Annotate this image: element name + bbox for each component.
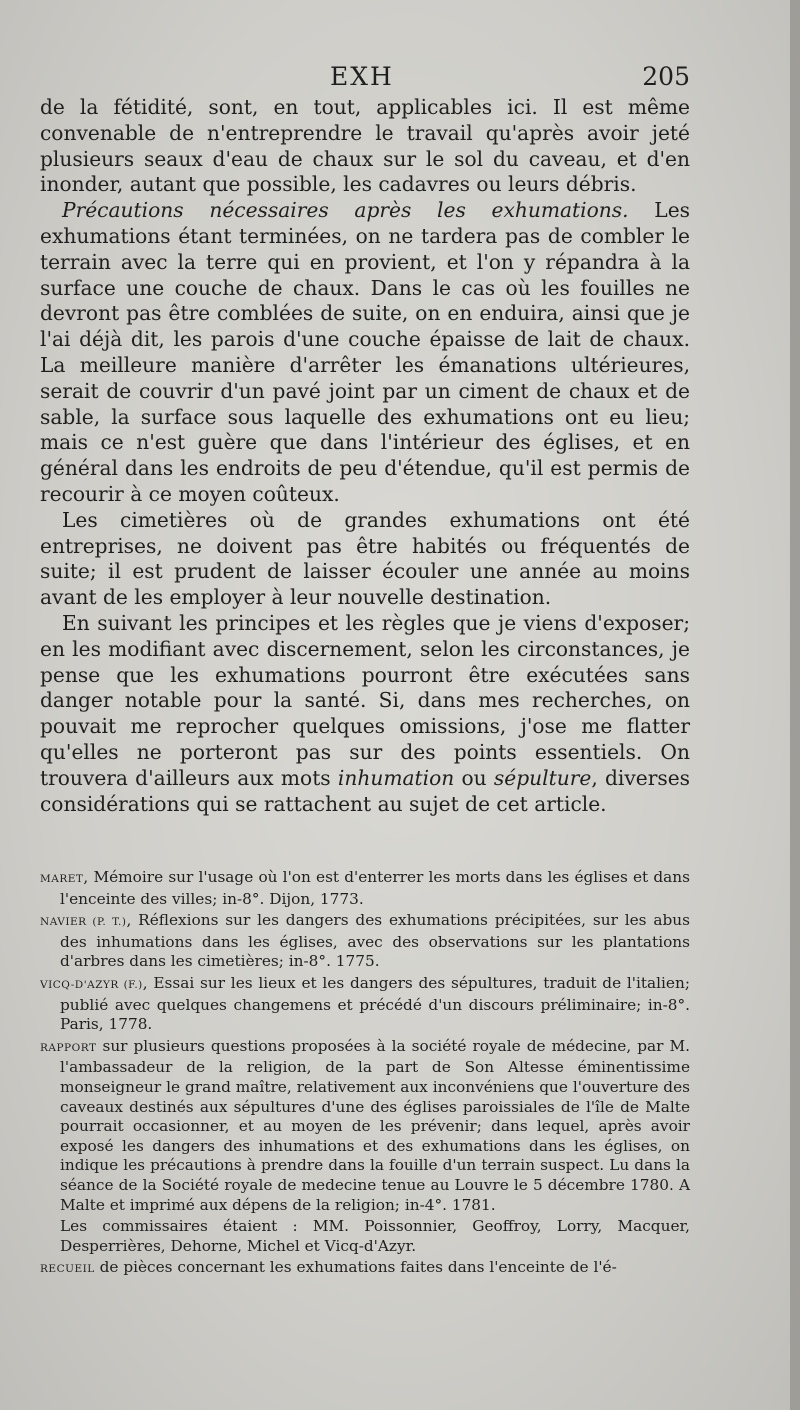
section-heading: Précautions nécessaires après les exhumations. [62,198,629,223]
paragraph-4-text-c: , diverses considérations qui se rattachent au sujet de cet article. [40,765,691,816]
bibliography-entry [40,868,690,909]
page-number: 205 [642,62,690,91]
paragraph-4 [40,611,690,817]
cross-reference-inhumation: inhumation [337,765,455,790]
paragraph-4-text-b: ou [454,765,494,790]
bibliography-entry [40,911,690,972]
paragraph-2-text: Les exhumations étant terminées, on ne tardera pas de combler le terrain avec la terre qui en provient, et l'on y répandra à la surface une couche de chaux. Dans le cas où les fouilles ne devront pas être comblées de suite, on en enduira, ainsi que je l'ai déjà dit, les parois d'une couche épaisse de lait de chaux. La meilleure manière d'arrêter les émanations ultérieures, serait de couvrir d'un pavé joint par un ciment de chaux et de sable, la surface sous laquelle des exhumations ont eu lieu; mais ce n'est guère que dans l'intérieur des églises, et en général dans les endroits de peu d'étendue, qu'il est permis de recourir à ce moyen coûteux. [40,198,690,506]
page-header [40,62,690,92]
entry-author: MARET [40,873,84,885]
cross-reference-sepulture: sépulture [493,765,592,790]
paragraph-4-text-a: En suivant les principes et les règles que je viens d'exposer; en les modifiant avec discernement, selon les circonstances, je pense que les exhumations pourront être exécutées sans danger notable pour la santé. Si, dans mes recherches, on pouvait me reprocher quelques omissions, j'ose me flatter qu'elles ne porteront pas sur des points essentiels. On trouvera d'ailleurs aux mots [40,610,690,790]
paragraph-2 [40,198,690,508]
entry-text: , Réflexions sur les dangers des exhumations précipitées, sur les abus des inhumations dans les églises, avec des observations sur les plantations d'arbres dans les cimetières; in-8°. 1775. [60,911,690,971]
entry-author: RECUEIL [40,1263,95,1276]
bibliography-entry [40,974,690,1035]
entry-author: NAVIER (P. T.) [40,916,127,929]
page-edge-shadow [790,0,800,1410]
main-text [40,95,690,817]
entry-text: sur plusieurs questions proposées à la société royale de médecine, par M. l'ambassadeur de la religion, de la part de Son Altesse éminentissime monseigneur le grand maître, relativement aux inconvéniens que l'ouverture des caveaux destinés aux sépultures d'une des églises paroissiales de l'île de Malte pourrait occasionner, et au moyen de les prévenir; dans lequel, après avoir exposé les dangers des inhumations et des exhumations dans les églises, on indique les précautions à prendre dans la fouille d'un terrain suspect. Lu dans la séance de la Société royale de medecine tenue au Louvre le 5 décembre 1780. A Malte et imprimé aux dépens de la religion; in-4°. 1781. [60,1036,690,1214]
bibliography-entry [40,1037,690,1215]
paragraph-3: Les cimetières où de grandes exhumations ont été entreprises, ne doivent pas être habités ou fréquentés de suite; il est prudent de laisser écouler une année au moins avant de les employer à leur nouvelle destination. [40,507,690,610]
bibliography-note [40,1217,690,1256]
entry-author: VICQ-D'AZYR (F.) [40,978,143,991]
bibliography-entry [40,1258,690,1280]
paragraph-1: de la fétidité, sont, en tout, applicables ici. Il est même convenable de n'entreprendre le travail qu'après avoir jeté plusieurs seaux d'eau de chaux sur le sol du caveau, et d'en inonder, autant que possible, les cadavres ou leurs débris. [40,95,690,197]
entry-author: RAPPORT [40,1041,97,1054]
running-head: EXH [330,62,394,91]
entry-text: , Essai sur les lieux et les dangers des sépultures, traduit de l'italien; publié avec quelques changemens et précédé d'un discours préliminaire; in-8°. Paris, 1778. [60,973,690,1034]
entry-text: de pièces concernant les exhumations faites dans l'enceinte de l'é- [94,1258,617,1277]
note-text: Les commissaires étaient : MM. Poissonnier, Geoffroy, Lorry, Macquer, Desperrières, Dehorne, Michel et Vicq-d'Azyr. [60,1217,690,1255]
entry-text: , Mémoire sur l'usage où l'on est d'enterrer les morts dans les églises et dans l'enceinte des villes; in-8°. Dijon, 1773. [60,868,690,908]
bibliography [40,868,690,1282]
